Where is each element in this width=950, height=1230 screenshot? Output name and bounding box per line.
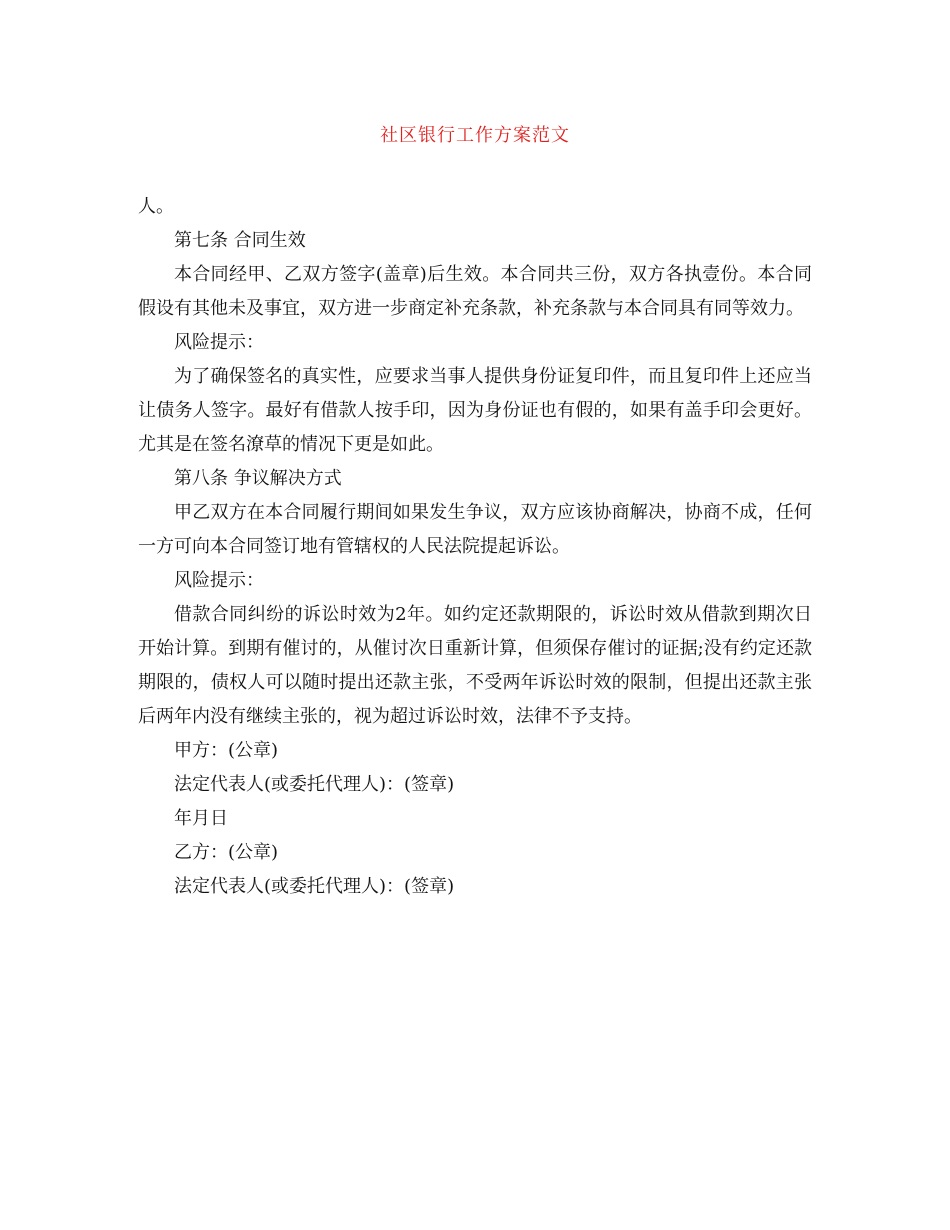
party-a-representative: 法定代表人(或委托代理人)：(签章) [174, 774, 455, 795]
paragraph-continuation: 人。 [138, 196, 174, 217]
document-body [138, 190, 812, 904]
risk-notice-heading: 风险提示： [174, 570, 264, 591]
risk-notice-body: 为了确保签名的真实性，应要求当事人提供身份证复印件，而且复印件上还应当让债务人签字。最好有借款人按手印，因为身份证也有假的，如果有盖手印会更好。尤其是在签名潦草的情况下更是如此。 [138, 366, 812, 455]
party-b-seal: 乙方：(公章) [174, 842, 279, 863]
article-8-body: 甲乙双方在本合同履行期间如果发生争议，双方应该协商解决，协商不成，任何一方可向本合同签订地有管辖权的人民法院提起诉讼。 [138, 502, 812, 557]
risk-notice-heading: 风险提示： [174, 332, 264, 353]
signing-date: 年月日 [174, 808, 228, 829]
article-8-heading: 第八条 争议解决方式 [174, 468, 342, 489]
party-a-seal: 甲方：(公章) [174, 740, 279, 761]
risk-notice-body: 借款合同纠纷的诉讼时效为2年。如约定还款期限的，诉讼时效从借款到期次日开始计算。到期有催讨的，从催讨次日重新计算，但须保存催讨的证据;没有约定还款期限的，债权人可以随时提出还款主张，不受两年诉讼时效的限制，但提出还款主张后两年内没有继续主张的，视为超过诉讼时效，法律不予支持。 [138, 604, 812, 727]
document-title: 社区银行工作方案范文 [380, 125, 570, 146]
article-7-heading: 第七条 合同生效 [174, 230, 306, 251]
article-7-body: 本合同经甲、乙双方签字(盖章)后生效。本合同共三份，双方各执壹份。本合同假设有其他未及事宜，双方进一步商定补充条款，补充条款与本合同具有同等效力。 [138, 264, 812, 319]
party-b-representative: 法定代表人(或委托代理人)：(签章) [174, 876, 455, 897]
